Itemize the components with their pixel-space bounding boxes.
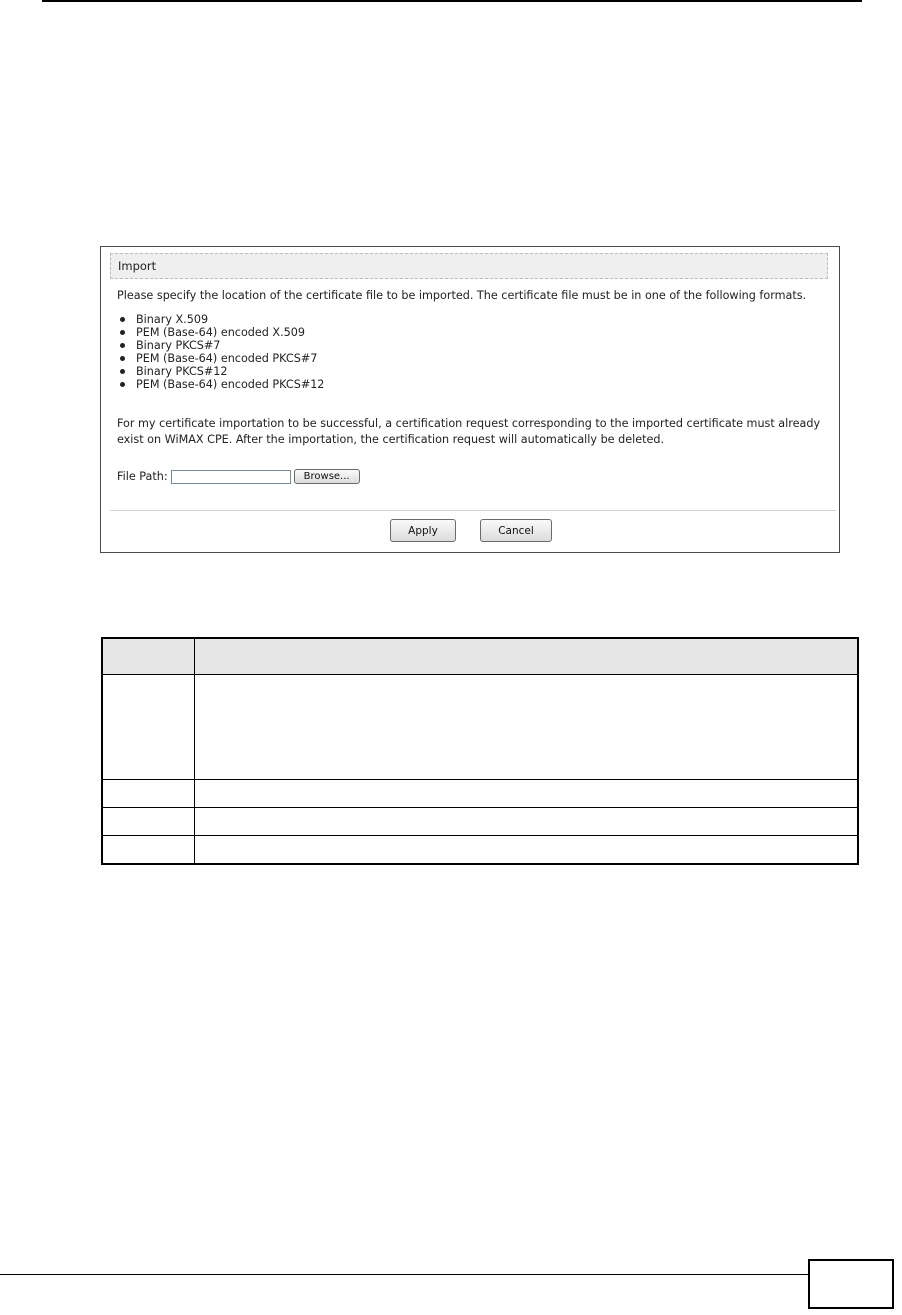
format-label: PEM (Base-64) encoded PKCS#12 [136, 378, 325, 391]
cancel-button[interactable]: Cancel [480, 519, 552, 542]
format-item [117, 326, 324, 339]
bullet-icon [120, 317, 125, 322]
format-list [117, 313, 324, 391]
format-item [117, 313, 324, 326]
table-cell [195, 836, 859, 865]
intro-text: Please specify the location of the certificate file to be imported. The certificate file must be in one of the following formats. [117, 289, 807, 302]
table-header-cell [102, 638, 195, 675]
table-cell [195, 675, 859, 780]
import-note: For my certificate importation to be successful, a certification request corresponding to the imported certificate must already exist on WiMAX CPE. After the importation, the certification request will automatically be deleted. [117, 417, 821, 446]
table-cell [102, 675, 195, 780]
bullet-icon [120, 382, 125, 387]
table-row [102, 675, 858, 780]
bullet-icon [120, 330, 125, 335]
panel-header: Import [110, 253, 828, 279]
table-cell [102, 780, 195, 808]
import-certificate-panel [100, 246, 840, 553]
description-table [101, 637, 859, 865]
table-cell [102, 836, 195, 865]
format-label: PEM (Base-64) encoded X.509 [136, 326, 306, 339]
bullet-icon [120, 343, 125, 348]
format-item [117, 339, 324, 352]
page-top-rule [42, 0, 862, 2]
format-item [117, 352, 324, 365]
format-label: PEM (Base-64) encoded PKCS#7 [136, 352, 318, 365]
format-label: Binary PKCS#7 [136, 339, 221, 352]
table-cell [195, 808, 859, 836]
table-header-cell [195, 638, 859, 675]
browse-button[interactable]: Browse... [294, 469, 360, 484]
page-number-box [808, 1259, 894, 1309]
table-cell [102, 808, 195, 836]
bullet-icon [120, 356, 125, 361]
page-bottom-rule [0, 1274, 808, 1275]
table-cell [195, 780, 859, 808]
table-row [102, 808, 858, 836]
format-item [117, 378, 324, 391]
file-path-input[interactable] [171, 470, 291, 484]
file-path-label: File Path: [117, 469, 168, 483]
format-label: Binary PKCS#12 [136, 365, 228, 378]
bullet-icon [120, 369, 125, 374]
table-header-row [102, 638, 858, 675]
table-row [102, 836, 858, 865]
apply-button[interactable]: Apply [390, 519, 456, 542]
table-row [102, 780, 858, 808]
panel-divider [110, 510, 836, 511]
file-path-row [117, 469, 360, 484]
format-label: Binary X.509 [136, 313, 209, 326]
format-item [117, 365, 324, 378]
